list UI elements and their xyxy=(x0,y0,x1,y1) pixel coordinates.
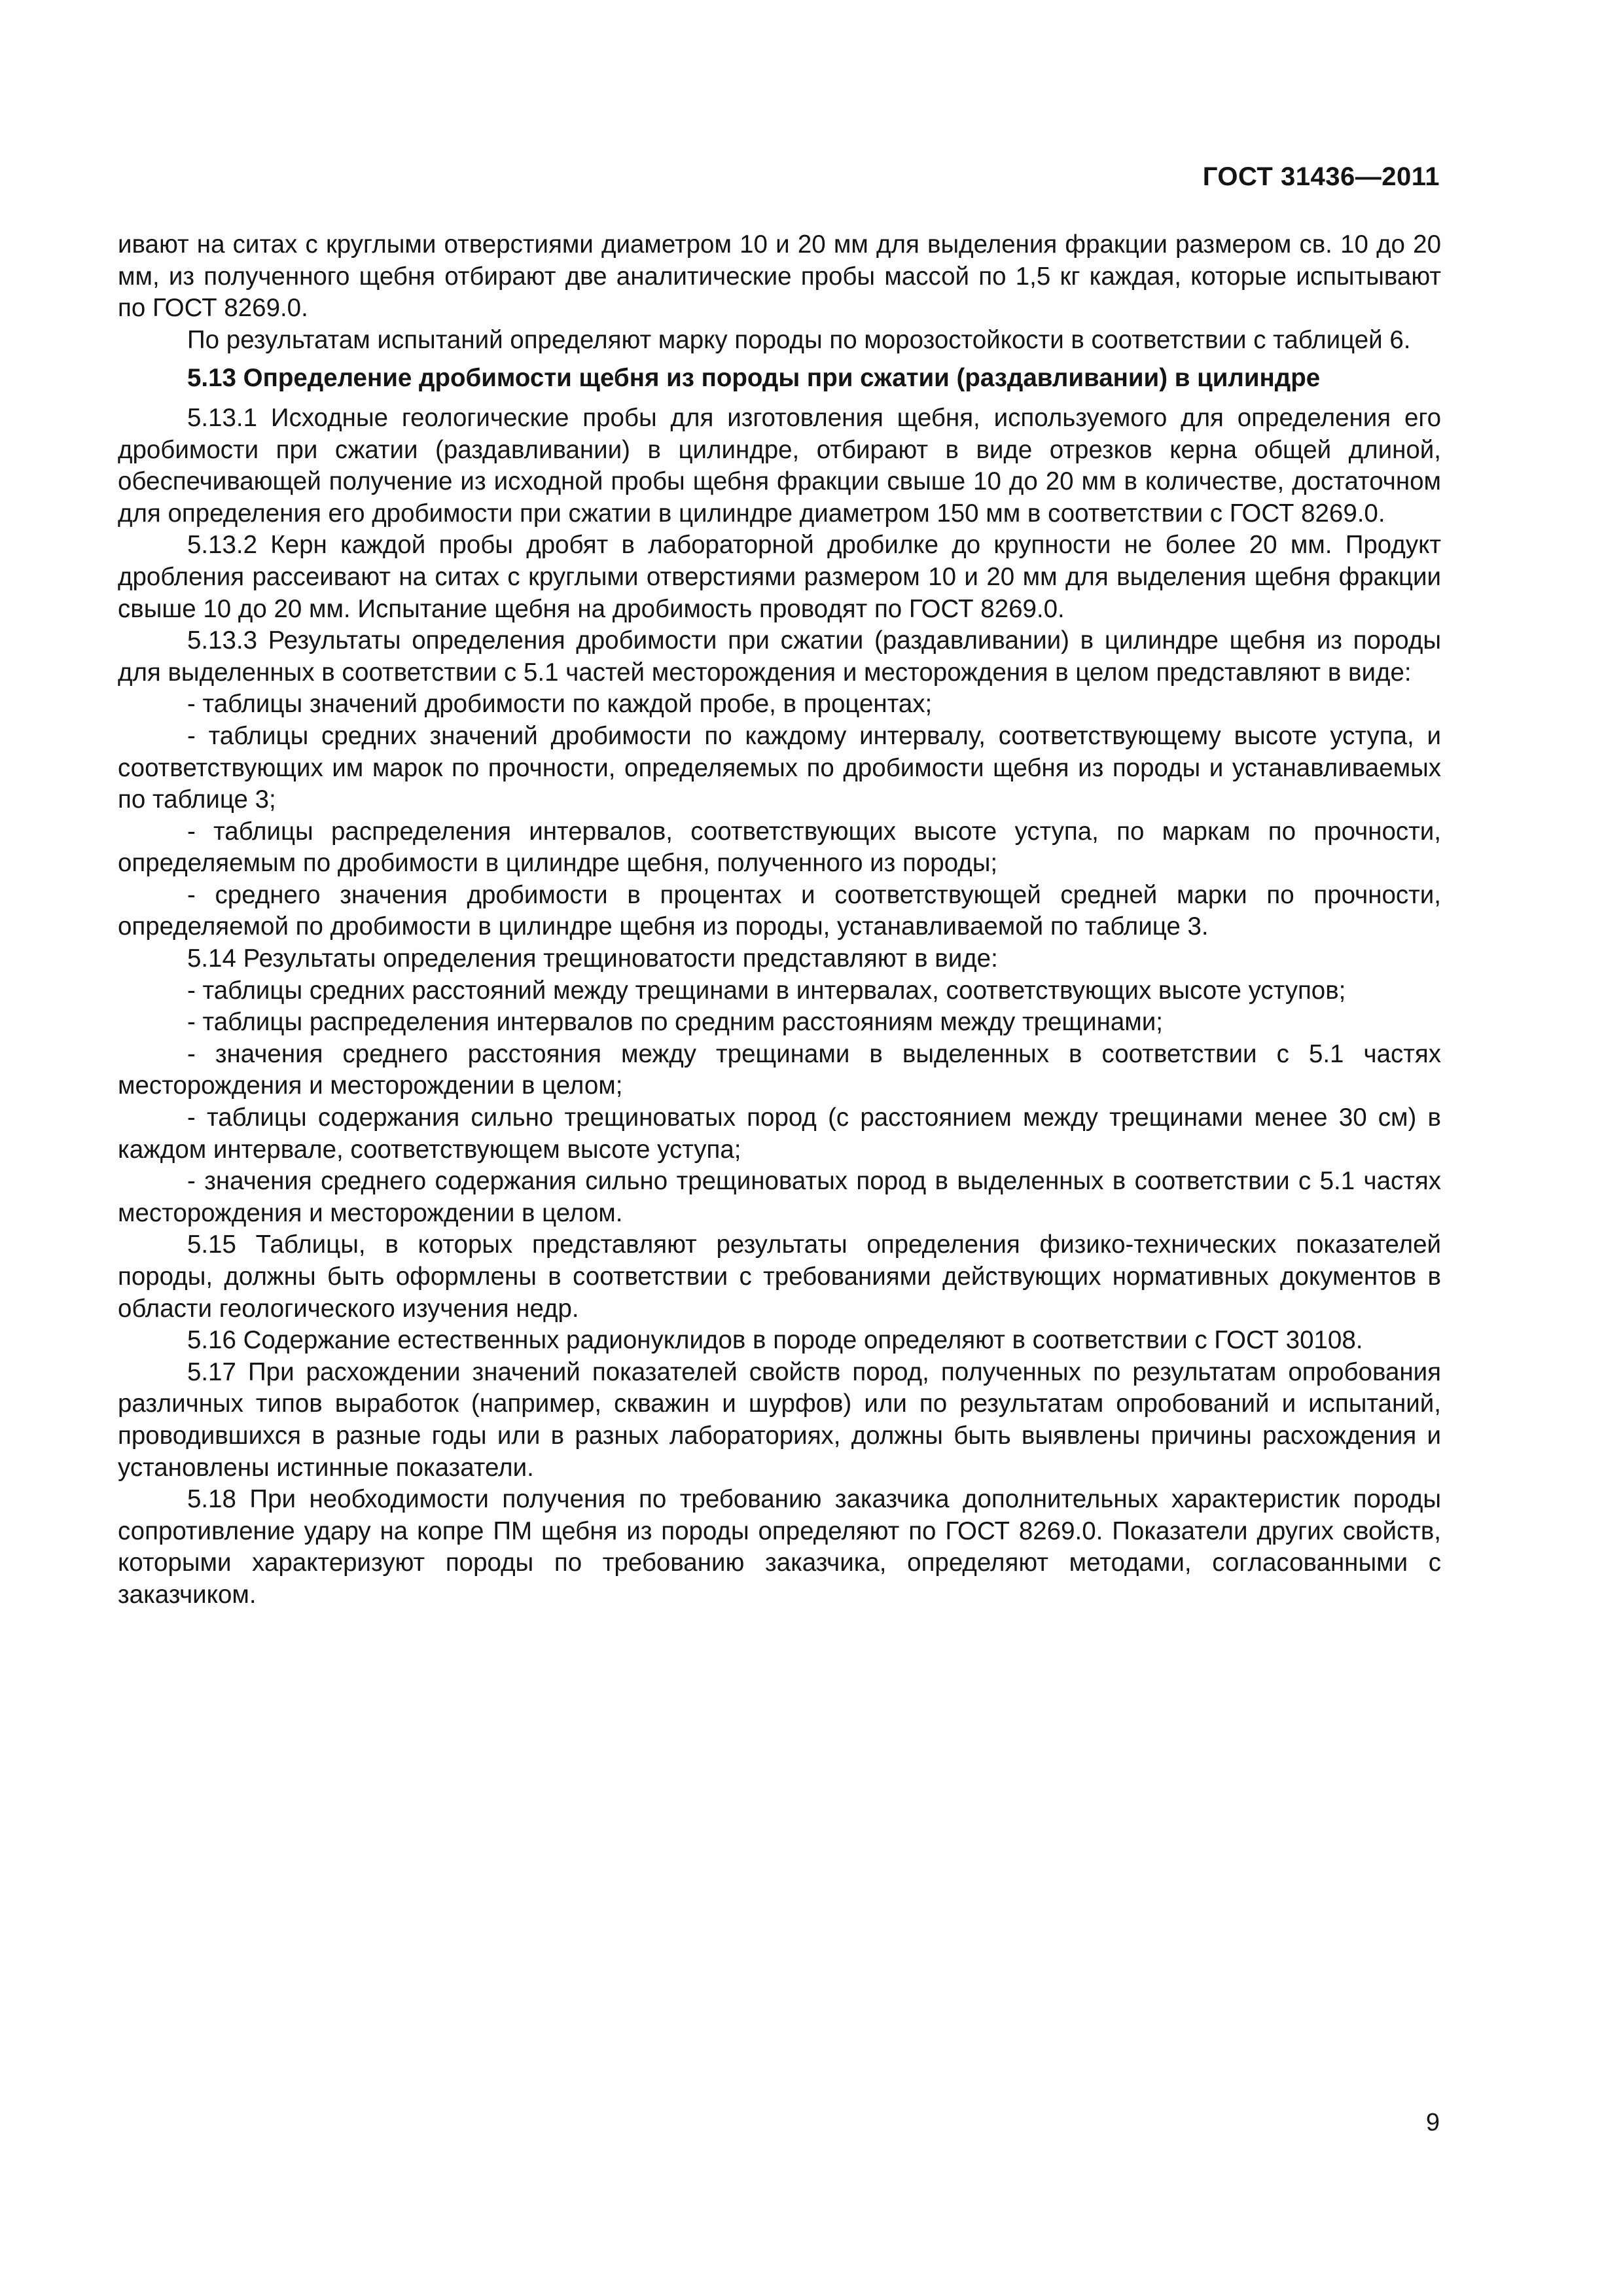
paragraph-5-13-2: 5.13.2 Керн каждой пробы дробят в лабораторной дробилке до крупности не более 20 мм. Продукт дробления рассеивают на ситах с круглыми отверстиями размером 10 и 20 мм для выделения щебня фракции свыше 10 до 20 мм. Испытание щебня на дробимость проводят по ГОСТ 8269.0. xyxy=(118,531,1441,623)
list-item: - таблицы распределения интервалов, соответствующих высоте уступа, по маркам по прочности, определяемым по дробимости в цилиндре щебня, полученного из породы; xyxy=(118,817,1441,878)
paragraph-5-15: 5.15 Таблицы, в которых представляют результаты определения физико-технических показателей породы, должны быть оформлены в соответствии с требованиями действующих нормативных документов в области геологического изучения недр. xyxy=(118,1230,1441,1323)
list-item: - таблицы распределения интервалов по средним расстояниям между трещинами; xyxy=(187,1008,1163,1037)
paragraph-5-14: 5.14 Результаты определения трещиноватости представляют в виде: xyxy=(187,944,998,973)
paragraph-5-16: 5.16 Содержание естественных радионуклидов в породе определяют в соответствии с ГОСТ 30108. xyxy=(187,1326,1363,1355)
list-item: - таблицы значений дробимости по каждой пробе, в процентах; xyxy=(187,690,933,719)
paragraph-5-13-3: 5.13.3 Результаты определения дробимости при сжатии (раздавливании) в цилиндре щебня из породы для выделенных в соответствии с 5.1 частей месторождения и месторождения в целом представляют в виде: xyxy=(118,626,1441,687)
document-body xyxy=(118,229,1441,1611)
page-number: 9 xyxy=(1425,2109,1440,2136)
paragraph-continuation: ивают на ситах с круглыми отверстиями диаметром 10 и 20 мм для выделения фракции размером св. 10 до 20 мм, из полученного щебня отбирают две аналитические пробы массой по 1,5 кг каждая, которые испытывают по ГОСТ 8269.0. xyxy=(118,230,1441,323)
list-item: - таблицы содержания сильно трещиноватых пород (с расстоянием между трещинами менее 30 см) в каждом интервале, соответствующем высоте уступа; xyxy=(118,1103,1441,1164)
section-heading-5-13: 5.13 Определение дробимости щебня из породы при сжатии (раздавливании) в цилиндре xyxy=(187,364,1321,393)
list-item: - значения среднего расстояния между трещинами в выделенных в соответствии с 5.1 частях месторождения и месторождении в целом; xyxy=(118,1039,1441,1100)
list-item: - таблицы средних значений дробимости по каждому интервалу, соответствующему высоте уступа, и соответствующих им марок по прочности, определяемых по дробимости щебня из породы и устанавливаемых по таблице 3; xyxy=(118,721,1441,814)
paragraph-5-18: 5.18 При необходимости получения по требованию заказчика дополнительных характеристик породы сопротивление удару на копре ПМ щебня из породы определяют по ГОСТ 8269.0. Показатели других свойств, которыми характеризуют породы по требованию заказчика, определяют методами, согласованными с заказчиком. xyxy=(118,1485,1441,1609)
paragraph-5-17: 5.17 При расхождении значений показателей свойств пород, полученных по результатам опробования различных типов выработок (например, скважин и шурфов) или по результатам опробований и испытаний, проводившихся в разные годы или в разных лабораториях, должны быть выявлены причины расхождения и установлены истинные показатели. xyxy=(118,1357,1441,1482)
list-item: - значения среднего содержания сильно трещиноватых пород в выделенных в соответствии с 5.1 частях месторождения и месторождении в целом. xyxy=(118,1167,1441,1227)
list-item: - таблицы средних расстояний между трещинами в интервалах, соответствующих высоте уступов; xyxy=(187,976,1346,1005)
paragraph-5-13-1: 5.13.1 Исходные геологические пробы для изготовления щебня, используемого для определения его дробимости при сжатии (раздавливании) в цилиндре, отбирают в виде отрезков керна общей длиной, обеспечивающей получение из исходной пробы щебня фракции свыше 10 до 20 мм в количестве, достаточном для определения его дробимости при сжатии в цилиндре диаметром 150 мм в соответствии с ГОСТ 8269.0. xyxy=(118,403,1441,528)
list-item: - среднего значения дробимости в процентах и соответствующей средней марки по прочности, определяемой по дробимости в цилиндре щебня из породы, устанавливаемой по таблице 3. xyxy=(118,880,1441,941)
paragraph-frost-grade: По результатам испытаний определяют марку породы по морозостойкости в соответствии с таблицей 6. xyxy=(187,325,1411,354)
document-header-id: ГОСТ 31436—2011 xyxy=(1202,162,1440,191)
